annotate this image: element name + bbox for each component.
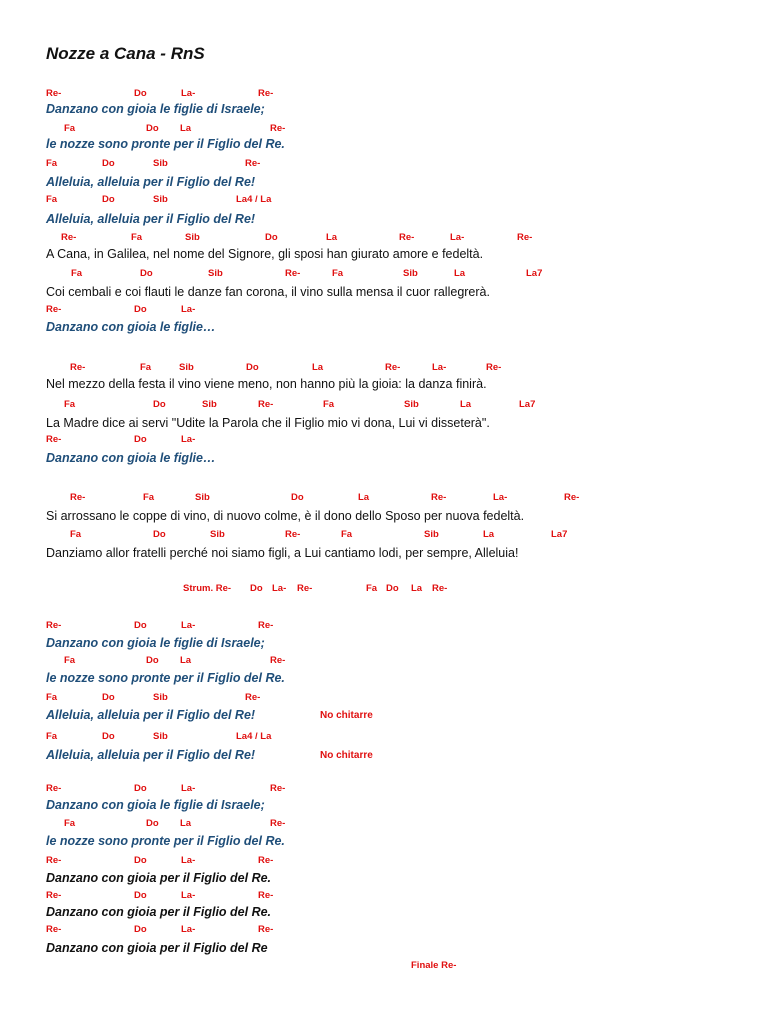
chord: Re- bbox=[46, 434, 62, 445]
chord: Fa bbox=[46, 158, 58, 169]
chord: La7 bbox=[519, 399, 536, 410]
chord: La bbox=[460, 399, 472, 410]
chord: Do bbox=[265, 232, 278, 243]
lyric-line: Si arrossano le coppe di vino, di nuovo colme, è il dono dello Sposo per nuova fedeltà. bbox=[46, 509, 525, 523]
chord: Re- bbox=[245, 692, 261, 703]
chord: Do bbox=[134, 304, 147, 315]
chord: Re- bbox=[46, 783, 62, 794]
chord: Fa bbox=[46, 194, 58, 205]
chord-line bbox=[0, 88, 768, 100]
chord: La- bbox=[181, 890, 196, 901]
chord: La bbox=[180, 818, 192, 829]
chord: Re- bbox=[270, 655, 286, 666]
chord: Re- bbox=[258, 855, 274, 866]
chord: Sib bbox=[195, 492, 210, 503]
chord: Sib bbox=[179, 362, 194, 373]
chord: Re- bbox=[258, 399, 274, 410]
chord: La- bbox=[493, 492, 508, 503]
chord: Fa bbox=[143, 492, 155, 503]
chord: Do bbox=[146, 655, 159, 666]
chord: La bbox=[454, 268, 466, 279]
chord: Fa bbox=[332, 268, 344, 279]
chord: Fa bbox=[64, 818, 76, 829]
chord: Re- bbox=[432, 583, 448, 594]
chord: Sib bbox=[424, 529, 439, 540]
chord: La- bbox=[432, 362, 447, 373]
chord: Re- bbox=[564, 492, 580, 503]
performance-note: No chitarre bbox=[320, 710, 373, 721]
chord: Do bbox=[134, 783, 147, 794]
chord: Fa bbox=[366, 583, 378, 594]
chord: La bbox=[411, 583, 423, 594]
chord: Re- bbox=[46, 88, 62, 99]
chord-line bbox=[0, 158, 768, 170]
chord: Do bbox=[102, 692, 115, 703]
lyric-line: A Cana, in Galilea, nel nome del Signore, gli sposi han giurato amore e fedeltà. bbox=[46, 247, 484, 261]
chord: Do bbox=[153, 399, 166, 410]
chord: La- bbox=[181, 855, 196, 866]
chord: Re- bbox=[258, 924, 274, 935]
chord: Re- bbox=[285, 268, 301, 279]
lyric-line: Alleluia, alleluia per il Figlio del Re! bbox=[46, 212, 256, 226]
chord: Fa bbox=[323, 399, 335, 410]
chord-line bbox=[0, 783, 768, 795]
chord: Sib bbox=[210, 529, 225, 540]
chord: La4 / La bbox=[236, 194, 272, 205]
chord: Re- bbox=[258, 88, 274, 99]
chord: Re- bbox=[270, 783, 286, 794]
chord: Sib bbox=[202, 399, 217, 410]
chord: Sib bbox=[153, 158, 168, 169]
chord-line bbox=[0, 692, 768, 704]
performance-note: No chitarre bbox=[320, 750, 373, 761]
chord: Re- bbox=[46, 890, 62, 901]
lyric-line: Nel mezzo della festa il vino viene meno, non hanno più la gioia: la danza finirà. bbox=[46, 377, 487, 391]
chord: La7 bbox=[526, 268, 543, 279]
lyric-line: Danzano con gioia le figlie… bbox=[46, 451, 216, 465]
chord: Sib bbox=[185, 232, 200, 243]
chord: La- bbox=[272, 583, 287, 594]
chord: La- bbox=[181, 924, 196, 935]
chord: La- bbox=[181, 783, 196, 794]
chord: Re- bbox=[285, 529, 301, 540]
chord-line bbox=[0, 123, 768, 135]
chord: Do bbox=[140, 268, 153, 279]
chord: La- bbox=[181, 88, 196, 99]
lyric-line: Danzano con gioia per il Figlio del Re bbox=[46, 941, 268, 955]
chord: Re- bbox=[431, 492, 447, 503]
chord: Re- bbox=[486, 362, 502, 373]
chord: La- bbox=[181, 620, 196, 631]
lyric-line: Danzano con gioia le figlie di Israele; bbox=[46, 636, 265, 650]
chord: Sib bbox=[153, 194, 168, 205]
lyric-line: le nozze sono pronte per il Figlio del Re. bbox=[46, 671, 285, 685]
chord: Re- bbox=[46, 924, 62, 935]
chord: Do bbox=[134, 855, 147, 866]
chord-line bbox=[0, 194, 768, 206]
lyric-line: Alleluia, alleluia per il Figlio del Re! bbox=[46, 175, 256, 189]
chord: Re- bbox=[46, 620, 62, 631]
chord: Re- bbox=[258, 620, 274, 631]
chord: La bbox=[312, 362, 324, 373]
chord-line bbox=[0, 818, 768, 830]
lyric-line: La Madre dice ai servi "Udite la Parola che il Figlio mio vi dona, Lui vi disseterà". bbox=[46, 416, 490, 430]
chord: Do bbox=[291, 492, 304, 503]
chord: La bbox=[358, 492, 370, 503]
lyric-line: Danzano con gioia per il Figlio del Re. bbox=[46, 905, 272, 919]
lyric-line: Danziamo allor fratelli perché noi siamo figli, a Lui cantiamo lodi, per sempre, Alleluia! bbox=[46, 546, 519, 560]
chord: Fa bbox=[46, 731, 58, 742]
chord-line bbox=[0, 232, 768, 244]
chord: Fa bbox=[64, 123, 76, 134]
chord: Re- bbox=[517, 232, 533, 243]
chord: Finale Re- bbox=[411, 960, 457, 971]
chord: La7 bbox=[551, 529, 568, 540]
chord-line bbox=[0, 492, 768, 504]
chord: Do bbox=[386, 583, 399, 594]
chord: Fa bbox=[64, 399, 76, 410]
chord: Re- bbox=[385, 362, 401, 373]
chord-line bbox=[0, 583, 768, 595]
chord-line bbox=[0, 924, 768, 936]
chord: Re- bbox=[258, 890, 274, 901]
chord: Re- bbox=[270, 818, 286, 829]
chord-line bbox=[0, 890, 768, 902]
chord: Do bbox=[134, 924, 147, 935]
chord: Sib bbox=[403, 268, 418, 279]
chord-line bbox=[0, 731, 768, 743]
chord: Do bbox=[134, 620, 147, 631]
chord: Do bbox=[246, 362, 259, 373]
chord: Sib bbox=[208, 268, 223, 279]
lyric-line: Danzano con gioia per il Figlio del Re. bbox=[46, 871, 272, 885]
chord-line bbox=[0, 855, 768, 867]
chord: Fa bbox=[140, 362, 152, 373]
chord: Do bbox=[102, 731, 115, 742]
lyric-line: le nozze sono pronte per il Figlio del Re. bbox=[46, 834, 285, 848]
chord: La bbox=[326, 232, 338, 243]
chord: Do bbox=[134, 88, 147, 99]
lyric-line: Coi cembali e coi flauti le danze fan corona, il vino sulla mensa il cuor rallegrerà. bbox=[46, 285, 490, 299]
chord: Re- bbox=[61, 232, 77, 243]
chord: Do bbox=[250, 583, 263, 594]
chord: La- bbox=[181, 304, 196, 315]
chord: La bbox=[180, 123, 192, 134]
chord: Sib bbox=[153, 692, 168, 703]
song-title: Nozze a Cana - RnS bbox=[46, 44, 205, 63]
chord: Re- bbox=[297, 583, 313, 594]
lyric-line: le nozze sono pronte per il Figlio del Re. bbox=[46, 137, 285, 151]
chord: Do bbox=[134, 434, 147, 445]
lyric-line: Danzano con gioia le figlie di Israele; bbox=[46, 798, 265, 812]
chord: Sib bbox=[153, 731, 168, 742]
chord: Fa bbox=[341, 529, 353, 540]
chord-line bbox=[0, 620, 768, 632]
chord: Fa bbox=[46, 692, 58, 703]
chord: La- bbox=[450, 232, 465, 243]
chord: Do bbox=[153, 529, 166, 540]
chord: Sib bbox=[404, 399, 419, 410]
chord-line bbox=[0, 268, 768, 280]
chord: Do bbox=[102, 194, 115, 205]
lyric-line: Danzano con gioia le figlie di Israele; bbox=[46, 102, 265, 116]
chord-line bbox=[0, 304, 768, 316]
chord: La4 / La bbox=[236, 731, 272, 742]
lyric-line: Alleluia, alleluia per il Figlio del Re! bbox=[46, 748, 256, 762]
chord-line bbox=[0, 399, 768, 411]
chord: Fa bbox=[64, 655, 76, 666]
chord: Fa bbox=[71, 268, 83, 279]
chord: Do bbox=[146, 818, 159, 829]
chord: Do bbox=[134, 890, 147, 901]
chord: La- bbox=[181, 434, 196, 445]
chord: Re- bbox=[46, 304, 62, 315]
lyric-line: Danzano con gioia le figlie… bbox=[46, 320, 216, 334]
chord: La bbox=[483, 529, 495, 540]
chord: Do bbox=[146, 123, 159, 134]
chord-line bbox=[0, 960, 768, 972]
chord-line bbox=[0, 529, 768, 541]
lyric-line: Alleluia, alleluia per il Figlio del Re! bbox=[46, 708, 256, 722]
chord: Fa bbox=[131, 232, 143, 243]
chord: Re- bbox=[46, 855, 62, 866]
chord-line bbox=[0, 434, 768, 446]
chord-line bbox=[0, 362, 768, 374]
chord: Re- bbox=[70, 492, 86, 503]
chord-line bbox=[0, 655, 768, 667]
chord: La bbox=[180, 655, 192, 666]
chord: Re- bbox=[70, 362, 86, 373]
chord: Fa bbox=[70, 529, 82, 540]
chord: Do bbox=[102, 158, 115, 169]
chord: Re- bbox=[245, 158, 261, 169]
chord: Re- bbox=[399, 232, 415, 243]
chord: Re- bbox=[270, 123, 286, 134]
chord: Strum. Re- bbox=[183, 583, 232, 594]
